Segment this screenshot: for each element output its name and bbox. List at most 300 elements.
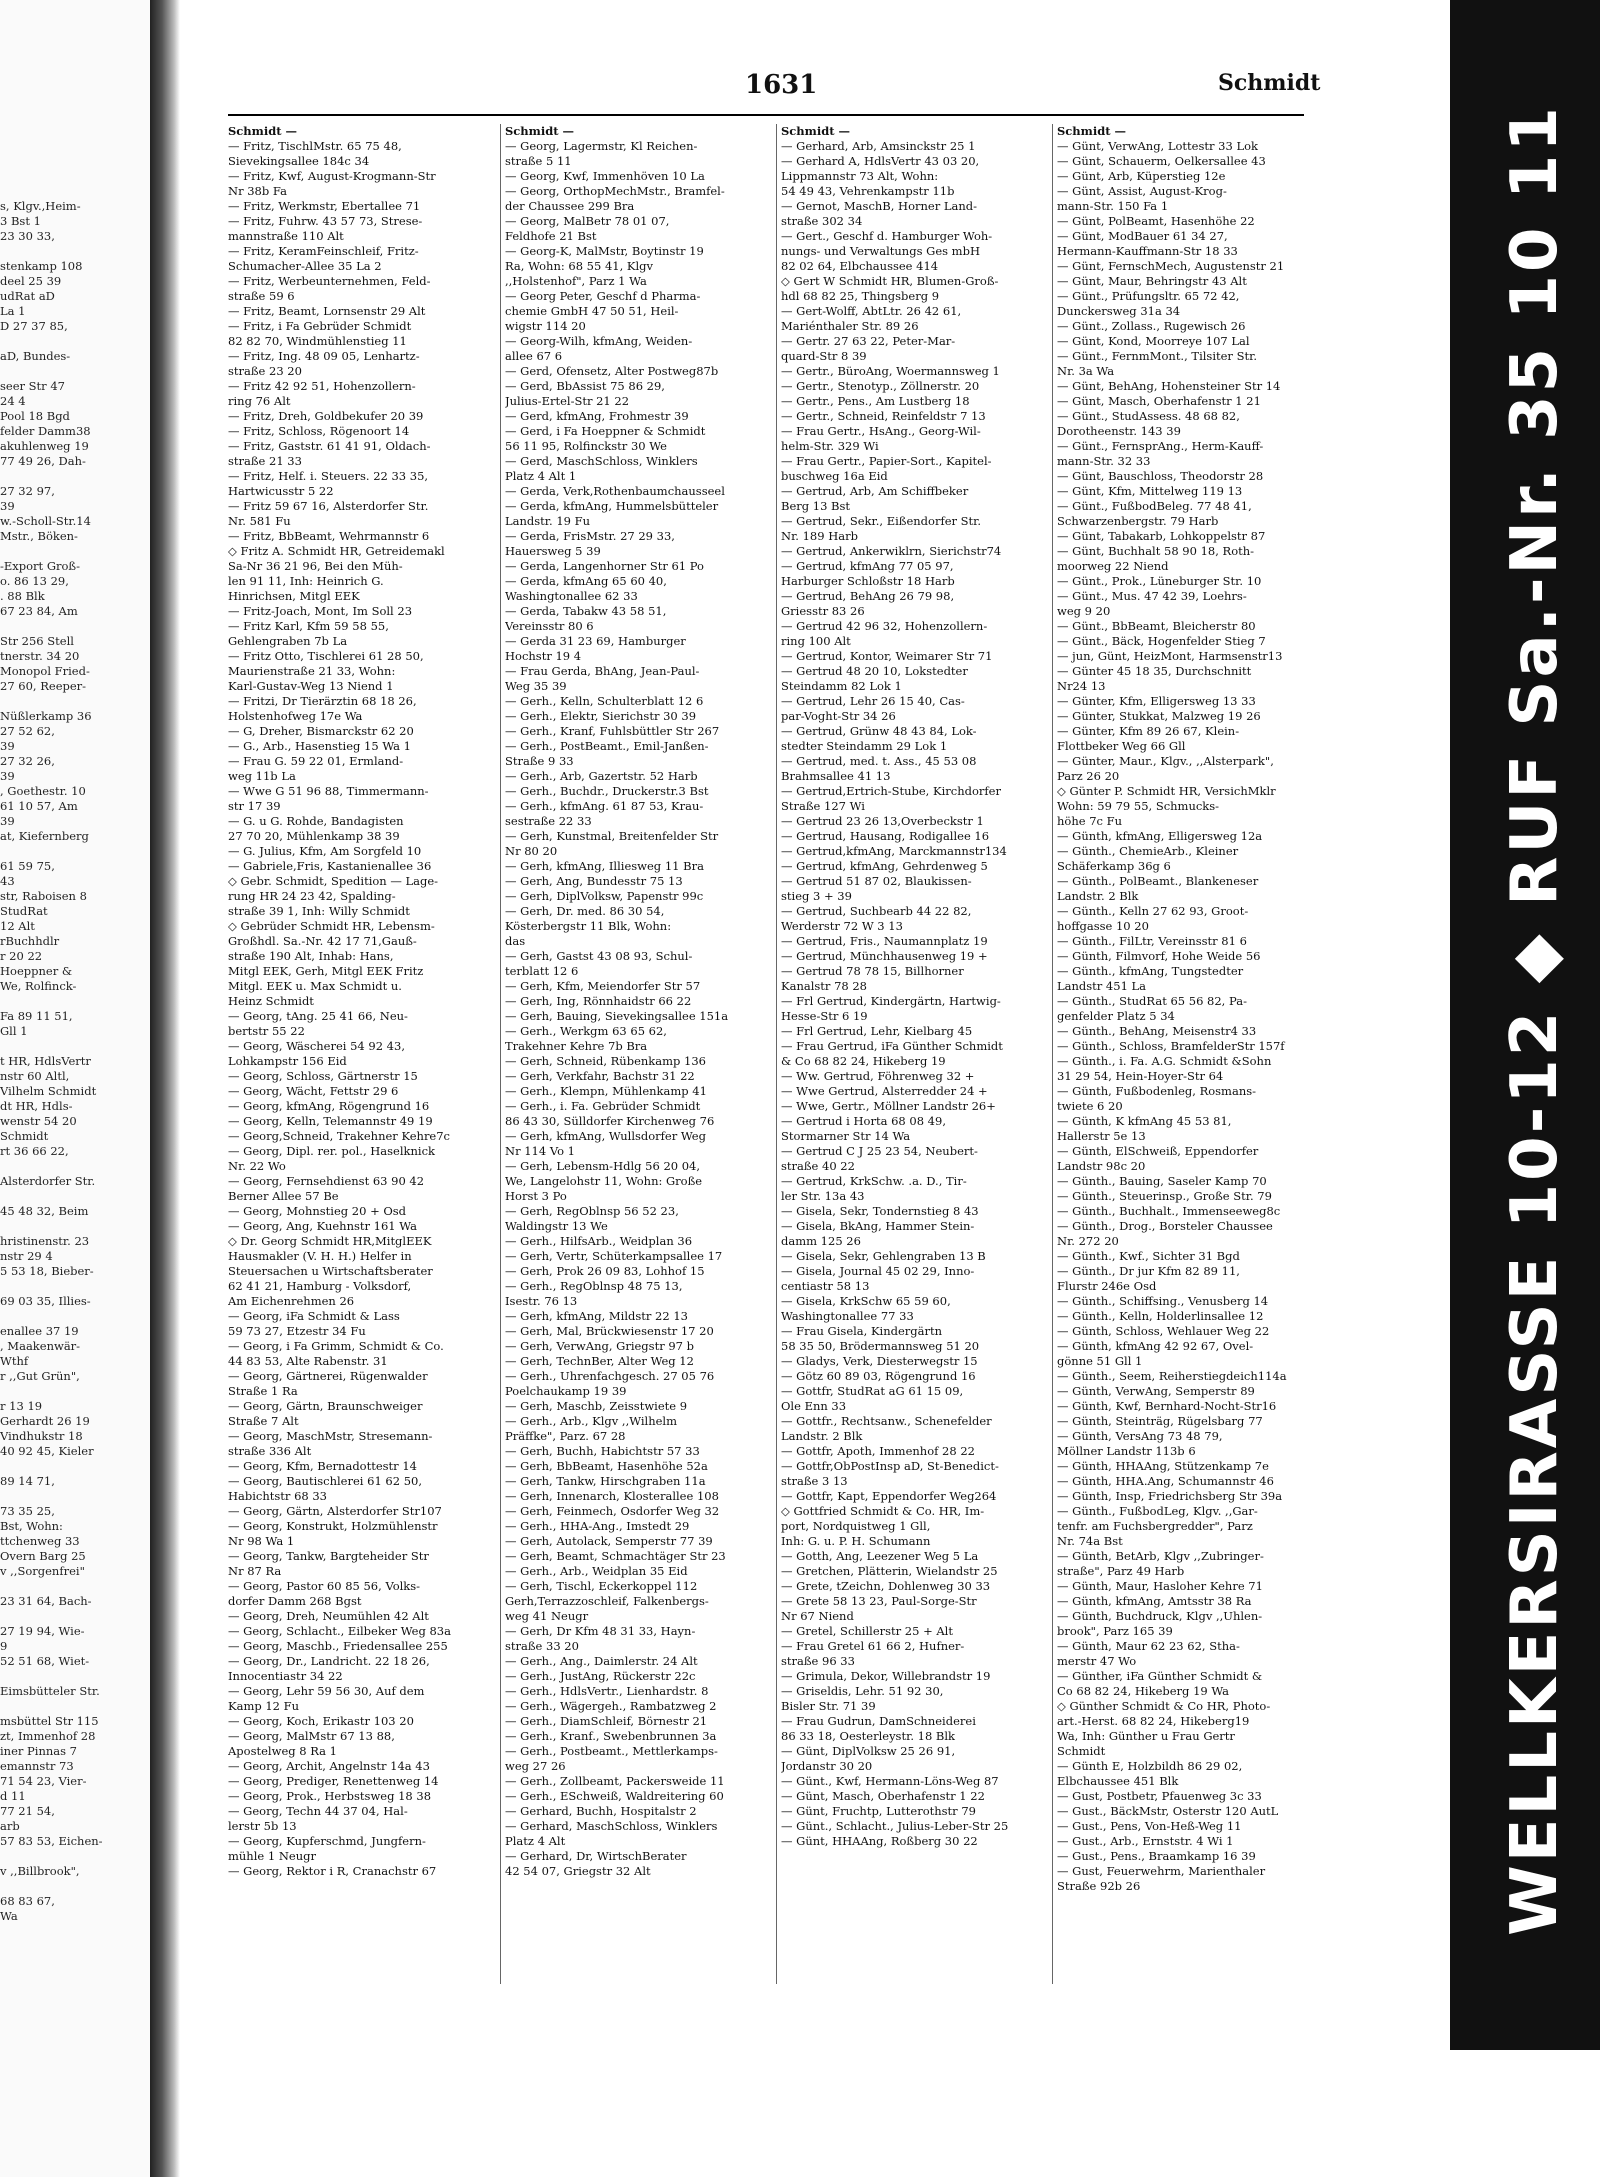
directory-entry-line: — Gerh., Ang., Daimlerstr. 24 Alt	[505, 1654, 698, 1668]
directory-entry-line: Stormarner Str 14 Wa	[781, 1129, 911, 1143]
directory-entry-line: — Gerh, Schneid, Rübenkamp 136	[505, 1054, 706, 1068]
directory-entry-line: — Gisela, Journal 45 02 29, Inno-	[781, 1264, 975, 1278]
directory-entry-line: — Grimula, Dekor, Willebrandstr 19	[781, 1669, 991, 1683]
directory-entry-line: — Gerh, Lebensm-Hdlg 56 20 04,	[505, 1159, 701, 1173]
fragment-line	[0, 694, 150, 709]
fragment-line: Wa	[0, 1909, 18, 1923]
directory-entry-line: Holstenhofweg 17e Wa	[228, 709, 363, 723]
directory-entry-line: Washingtonallee 62 33	[505, 589, 638, 603]
directory-entry-line: Ra, Wohn: 68 55 41, Klgv	[505, 259, 654, 273]
directory-entry-line: — Günth, Kwf, Bernhard-Nocht-Str16	[1057, 1399, 1277, 1413]
directory-entry-line: — Gladys, Verk, Diesterwegstr 15	[781, 1354, 978, 1368]
directory-entry-line: Präffke", Parz. 67 28	[505, 1429, 626, 1443]
directory-entry-line: — Gertrud, Ankerwiklrn, Sierichstr74	[781, 544, 1002, 558]
directory-entry-line: weg 27 26	[505, 1759, 566, 1773]
directory-entry-line: — Gertrud 78 78 15, Billhorner	[781, 964, 964, 978]
directory-column-1	[228, 124, 493, 1879]
directory-entry-line: — Gerhard, Dr, WirtschBerater	[505, 1849, 687, 1863]
directory-entry-line: — Georg, Lehr 59 56 30, Auf dem	[228, 1684, 425, 1698]
fragment-line: udRat aD	[0, 289, 55, 303]
fragment-line	[0, 844, 150, 859]
fragment-line: iner Pinnas 7	[0, 1744, 78, 1758]
directory-entry-line: — Georg, Konstrukt, Holzmühlenstr	[228, 1519, 438, 1533]
fragment-line	[0, 1189, 150, 1204]
directory-entry-line: — Fritz Karl, Kfm 59 58 55,	[228, 619, 389, 633]
directory-entry-line: Großhdl. Sa.-Nr. 42 17 71,Gauß-	[228, 934, 417, 948]
directory-entry-line: — Gerh, Prok 26 09 83, Lohhof 15	[505, 1264, 705, 1278]
directory-entry-line: Lohkampstr 156 Eid	[228, 1054, 347, 1068]
directory-entry-line: — Frau Gisela, Kindergärtn	[781, 1324, 943, 1338]
directory-entry-line: — Fritz, Fuhrw. 43 57 73, Strese-	[228, 214, 423, 228]
fragment-line: tnerstr. 34 20	[0, 649, 80, 663]
directory-entry-line: — Günth, Maur 62 23 62, Stha-	[1057, 1639, 1240, 1653]
directory-entry-line: — Gerhard, MaschSchloss, Winklers	[505, 1819, 718, 1833]
directory-entry-line: Nr. 272 20	[1057, 1234, 1119, 1248]
directory-entry-line: — Gertrud 51 87 02, Blaukissen-	[781, 874, 972, 888]
directory-entry-line: — Günth., Kelln, Holderlinsallee 12	[1057, 1309, 1264, 1323]
directory-entry-line: — Gertrud, BehAng 26 79 98,	[781, 589, 955, 603]
directory-entry-line: — Gerh., Arb, Gazertstr. 52 Harb	[505, 769, 698, 783]
fragment-line: , Maakenwär-	[0, 1339, 81, 1353]
directory-entry-line: ,,Holstenhof", Parz 1 Wa	[505, 274, 647, 288]
directory-entry-line: — Georg, MalBetr 78 01 07,	[505, 214, 670, 228]
column-heading: Schmidt —	[781, 124, 851, 138]
directory-entry-line: — Gerh., HilfsArb., Weidplan 36	[505, 1234, 693, 1248]
directory-entry-line: Berg 13 Bst	[781, 499, 851, 513]
fragment-line: Vilhelm Schmidt	[0, 1084, 97, 1098]
fragment-line: t HR, HdlsVertr	[0, 1054, 91, 1068]
fragment-line: Nüßlerkamp 36	[0, 709, 92, 723]
directory-entry-line: Hausmakler (V. H. H.) Helfer in	[228, 1249, 412, 1263]
fragment-line: Gll 1	[0, 1024, 28, 1038]
directory-entry-line: str 17 39	[228, 799, 281, 813]
directory-entry-line: — Günt, ModBauer 61 34 27,	[1057, 229, 1228, 243]
header-rule	[228, 114, 1304, 116]
directory-entry-line: — Grete 58 13 23, Paul-Sorge-Str	[781, 1594, 977, 1608]
directory-entry-line: — Georg, iFa Schmidt & Lass	[228, 1309, 400, 1323]
fragment-line: 39	[0, 499, 15, 513]
directory-entry-line: quard-Str 8 39	[781, 349, 867, 363]
directory-entry-line: wigstr 114 20	[505, 319, 586, 333]
directory-entry-line: Karl-Gustav-Weg 13 Niend 1	[228, 679, 394, 693]
directory-entry-line: rung HR 24 23 42, Spalding-	[228, 889, 396, 903]
directory-entry-line: — Georg, Kupferschmd, Jungfern-	[228, 1834, 426, 1848]
directory-entry-line: — Frl Gertrud, Lehr, Kielbarg 45	[781, 1024, 973, 1038]
directory-entry-line: — Gottfr, Kapt, Eppendorfer Weg264	[781, 1489, 997, 1503]
fragment-line: 12 Alt	[0, 919, 35, 933]
directory-entry-line: — Gerh, DiplVolksw, Papenstr 99c	[505, 889, 704, 903]
fragment-line: hristinenstr. 23	[0, 1234, 90, 1248]
directory-entry-line: — Gertrud C J 25 23 54, Neubert-	[781, 1144, 978, 1158]
directory-entry-line: brook", Parz 165 39	[1057, 1624, 1173, 1638]
directory-entry-line: — Günth, VersAng 73 48 79,	[1057, 1429, 1223, 1443]
directory-entry-line: Straße 7 Alt	[228, 1414, 299, 1428]
directory-entry-line: — Günt., FußbodBeleg. 77 48 41,	[1057, 499, 1252, 513]
directory-entry-line: — Gerh, Ang, Bundesstr 75 13	[505, 874, 683, 888]
directory-entry-line: Wa, Inh: Günther u Frau Gertr	[1057, 1729, 1235, 1743]
directory-entry-line: — Gerda, Langenhorner Str 61 Po	[505, 559, 704, 573]
directory-entry-line: — Gerhard A, HdlsVertr 43 03 20,	[781, 154, 980, 168]
directory-entry-line: der Chaussee 299 Bra	[505, 199, 635, 213]
fragment-line: w.-Scholl-Str.14	[0, 514, 91, 528]
column-divider	[776, 124, 777, 1984]
directory-entry-line: — Gerda, Verk,Rothenbaumchausseel	[505, 484, 725, 498]
directory-entry-line: — Gertrud 42 96 32, Hohenzollern-	[781, 619, 988, 633]
fragment-line: enallee 37 19	[0, 1324, 79, 1338]
directory-entry-line: — Gerh, Tischl, Eckerkoppel 112	[505, 1579, 698, 1593]
directory-entry-line: — Fritz 42 92 51, Hohenzollern-	[228, 379, 416, 393]
directory-entry-line: Waldingstr 13 We	[505, 1219, 608, 1233]
directory-entry-line: Hesse-Str 6 19	[781, 1009, 868, 1023]
fragment-line	[0, 544, 150, 559]
directory-entry-line: — Gerh, Vertr, Schüterkampsallee 17	[505, 1249, 723, 1263]
directory-entry-line: — Günth, Steinträg, Rügelsbarg 77	[1057, 1414, 1263, 1428]
directory-entry-line: — Günth., i. Fa. A.G. Schmidt &Sohn	[1057, 1054, 1272, 1068]
fragment-line	[0, 1699, 150, 1714]
directory-entry-line: Schäferkamp 36g 6	[1057, 859, 1171, 873]
directory-entry-line: Jordanstr 30 20	[781, 1759, 873, 1773]
directory-entry-line: — Gerh, Autolack, Semperstr 77 39	[505, 1534, 713, 1548]
directory-entry-line: — Günt, FernschMech, Augustenstr 21	[1057, 259, 1285, 273]
directory-entry-line: — Günth., Buchhalt., Immenseeweg8c	[1057, 1204, 1281, 1218]
directory-entry-line: — Gerh., JustAng, Rückerstr 22c	[505, 1669, 696, 1683]
fragment-line: 89 14 71,	[0, 1474, 55, 1488]
directory-entry-line: Straße 9 33	[505, 754, 574, 768]
fragment-line: 69 03 35, Illies-	[0, 1294, 91, 1308]
directory-entry-line: — Gerh., Werkgm 63 65 62,	[505, 1024, 667, 1038]
directory-entry-line: merstr 47 Wo	[1057, 1654, 1137, 1668]
directory-entry-line: — Georg, Techn 44 37 04, Hal-	[228, 1804, 408, 1818]
directory-entry-line: Möllner Landstr 113b 6	[1057, 1444, 1196, 1458]
directory-entry-line: — Gerda, kfmAng 65 60 40,	[505, 574, 667, 588]
directory-entry-line: — Gertr. 27 63 22, Peter-Mar-	[781, 334, 956, 348]
directory-column-2	[505, 124, 770, 1879]
directory-entry-line: — Georg, Kelln, Telemannstr 49 19	[228, 1114, 433, 1128]
directory-entry-line: Habichtstr 68 33	[228, 1489, 327, 1503]
directory-entry-line: — Wwe Gertrud, Alsterredder 24 +	[781, 1084, 988, 1098]
directory-entry-line: — Gerh., Elektr, Sierichstr 30 39	[505, 709, 697, 723]
directory-entry-line: ◇ Günter P. Schmidt HR, VersichMklr	[1057, 784, 1276, 798]
directory-entry-line: — Günth, kfmAng, Elligersweg 12a	[1057, 829, 1263, 843]
directory-entry-line: — Gerda 31 23 69, Hamburger	[505, 634, 686, 648]
fragment-line: Vindhukstr 18	[0, 1429, 83, 1443]
fragment-line: 68 83 67,	[0, 1894, 55, 1908]
directory-entry-line: — Günt., Prok., Lüneburger Str. 10	[1057, 574, 1262, 588]
directory-entry-line: — Gertr., Pens., Am Lustberg 18	[781, 394, 970, 408]
directory-entry-line: straße 40 22	[781, 1159, 855, 1173]
directory-entry-line: 31 29 54, Hein-Hoyer-Str 64	[1057, 1069, 1224, 1083]
directory-entry-line: damm 125 26	[781, 1234, 861, 1248]
directory-entry-line: weg 9 20	[1057, 604, 1111, 618]
directory-entry-line: — Gerd, MaschSchloss, Winklers	[505, 454, 698, 468]
directory-entry-line: — Gottfr,ObPostInsp aD, St-Benedict-	[781, 1459, 999, 1473]
directory-entry-line: — Günt, Schauerm, Oelkersallee 43	[1057, 154, 1266, 168]
directory-entry-line: — Gisela, Sekr, Tondernstieg 8 43	[781, 1204, 979, 1218]
directory-entry-line: Washingtonallee 77 33	[781, 1309, 914, 1323]
directory-entry-line: 42 54 07, Griegstr 32 Alt	[505, 1864, 651, 1878]
directory-entry-line: — Gerh, BbBeamt, Hasenhöhe 52a	[505, 1459, 708, 1473]
directory-entry-line: — Gotth, Ang, Leezener Weg 5 La	[781, 1549, 979, 1563]
fragment-line: Overn Barg 25	[0, 1549, 86, 1563]
directory-entry-line: — Georg, Prediger, Renettenweg 14	[228, 1774, 439, 1788]
directory-entry-line: — Günt, Masch, Oberhafenstr 1 21	[1057, 394, 1261, 408]
directory-entry-line: — Günt, Tabakarb, Lohkoppelstr 87	[1057, 529, 1266, 543]
fragment-line	[0, 1219, 150, 1234]
directory-entry-line: Steindamm 82 Lok 1	[781, 679, 902, 693]
fragment-line: Mstr., Böken-	[0, 529, 78, 543]
directory-entry-line: straße", Parz 49 Harb	[1057, 1564, 1185, 1578]
column-heading: Schmidt —	[505, 124, 575, 138]
fragment-line: wenstr 54 20	[0, 1114, 77, 1128]
directory-entry-line: — Günth., kfmAng, Tungstedter	[1057, 964, 1244, 978]
directory-entry-line: — Gerh., ESchweiß, Waldreitering 60	[505, 1789, 724, 1803]
directory-entry-line: — Gertr., BüroAng, Woermannsweg 1	[781, 364, 1000, 378]
directory-entry-line: — Günt, Bauschloss, Theodorstr 28	[1057, 469, 1264, 483]
directory-entry-line: — Günt, Maur, Behringstr 43 Alt	[1057, 274, 1247, 288]
fragment-line	[0, 184, 150, 199]
directory-entry-line: — Götz 60 89 03, Rögengrund 16	[781, 1369, 976, 1383]
directory-entry-line: — Georg, Mohnstieg 20 + Osd	[228, 1204, 407, 1218]
directory-entry-line: — Günt, Fruchtp, Lutterothstr 79	[781, 1804, 976, 1818]
directory-entry-line: — Fritz, BbBeamt, Wehrmannstr 6	[228, 529, 430, 543]
directory-entry-line: Flottbeker Weg 66 Gll	[1057, 739, 1186, 753]
directory-entry-line: Brahmsallee 41 13	[781, 769, 891, 783]
fragment-line: 77 49 26, Dah-	[0, 454, 86, 468]
directory-entry-line: Bisler Str. 71 39	[781, 1699, 876, 1713]
directory-entry-line: — Günth., PolBeamt., Blankeneser	[1057, 874, 1259, 888]
fragment-line	[0, 1039, 150, 1054]
directory-entry-line: — Gust., Pens, Von-Heß-Weg 11	[1057, 1819, 1242, 1833]
fragment-line: 43	[0, 874, 15, 888]
directory-entry-line: Nr24 13	[1057, 679, 1106, 693]
directory-entry-line: — Frl Gertrud, Kindergärtn, Hartwig-	[781, 994, 1001, 1008]
directory-entry-line: stieg 3 + 39	[781, 889, 852, 903]
directory-entry-line: — Gerh, kfmAng, Illiesweg 11 Bra	[505, 859, 704, 873]
directory-entry-line: — Günth, BetArb, Klgv ,,Zubringer-	[1057, 1549, 1264, 1563]
directory-entry-line: Nr 38b Fa	[228, 184, 287, 198]
directory-entry-line: — Frau Gerda, BhAng, Jean-Paul-	[505, 664, 700, 678]
directory-entry-line: lerstr 5b 13	[228, 1819, 297, 1833]
directory-entry-line: — Gertrud i Horta 68 08 49,	[781, 1114, 946, 1128]
directory-entry-line: 58 35 50, Brödermannsweg 51 20	[781, 1339, 980, 1353]
directory-entry-line: — Günth., StudRat 65 56 82, Pa-	[1057, 994, 1247, 1008]
directory-entry-line: — Günth., ChemieArb., Kleiner	[1057, 844, 1239, 858]
fragment-line: 61 59 75,	[0, 859, 55, 873]
directory-entry-line: gönne 51 Gll 1	[1057, 1354, 1143, 1368]
directory-entry-line: — Günt, Arb, Küperstieg 12e	[1057, 169, 1226, 183]
directory-entry-line: — Georg, MalMstr 67 13 88,	[228, 1729, 395, 1743]
directory-entry-line: — Gertrud, kfmAng 77 05 97,	[781, 559, 954, 573]
directory-entry-line: — Gerh, Tankw, Hirschgraben 11a	[505, 1474, 706, 1488]
directory-entry-line: — Gabriele,Fris, Kastanienallee 36	[228, 859, 432, 873]
fragment-line: . 88 Blk	[0, 589, 45, 603]
directory-entry-line: — Günt., FernmMont., Tilsiter Str.	[1057, 349, 1257, 363]
directory-entry-line: Horst 3 Po	[505, 1189, 567, 1203]
directory-entry-line: Mitgl EEK, Gerh, Mitgl EEK Fritz	[228, 964, 424, 978]
fragment-line: seer Str 47	[0, 379, 65, 393]
fragment-line: Wthf	[0, 1354, 29, 1368]
directory-entry-line: 82 02 64, Elbchaussee 414	[781, 259, 939, 273]
directory-entry-line: Kamp 12 Fu	[228, 1699, 300, 1713]
directory-entry-line: — Gertrud, Münchhausenweg 19 +	[781, 949, 988, 963]
fragment-line: v ,,Billbrook",	[0, 1864, 80, 1878]
directory-entry-line: — Gerh, Mal, Brückwiesenstr 17 20	[505, 1324, 714, 1338]
directory-entry-line: 54 49 43, Vehrenkampstr 11b	[781, 184, 955, 198]
directory-entry-line: Gehlengraben 7b La	[228, 634, 348, 648]
fragment-line: 3 Bst 1	[0, 214, 41, 228]
directory-entry-line: — Günth, Buchdruck, Klgv ,,Uhlen-	[1057, 1609, 1263, 1623]
directory-entry-line: — Günth., Drog., Borsteler Chaussee	[1057, 1219, 1273, 1233]
directory-entry-line: — Georg, Schlacht., Eilbeker Weg 83a	[228, 1624, 451, 1638]
directory-entry-line: — Gust., Pens., Braamkamp 16 39	[1057, 1849, 1256, 1863]
directory-entry-line: — Günt., Mus. 47 42 39, Loehrs-	[1057, 589, 1247, 603]
fragment-line: dt HR, Hdls-	[0, 1099, 73, 1113]
directory-entry-line: — Günth, Filmvorf, Hohe Weide 56	[1057, 949, 1261, 963]
directory-entry-line: — Georg, Archit, Angelnstr 14a 43	[228, 1759, 430, 1773]
directory-entry-line: — Günth, Schloss, Wehlauer Weg 22	[1057, 1324, 1270, 1338]
directory-entry-line: 82 82 70, Windmühlenstieg 11	[228, 334, 407, 348]
directory-entry-line: — Gerh., Kelln, Schulterblatt 12 6	[505, 694, 704, 708]
directory-entry-line: — Günt., Zollass., Rugewisch 26	[1057, 319, 1246, 333]
directory-entry-line: Mariénthaler Str. 89 26	[781, 319, 919, 333]
directory-entry-line: — Günt., Bäck, Hogenfelder Stieg 7	[1057, 634, 1266, 648]
directory-entry-line: Dorotheenstr. 143 39	[1057, 424, 1181, 438]
directory-entry-line: hdl 68 82 25, Thingsberg 9	[781, 289, 940, 303]
directory-entry-line: — Gerh., HdlsVertr., Lienhardstr. 8	[505, 1684, 709, 1698]
directory-entry-line: — Georg, Dreh, Neumühlen 42 Alt	[228, 1609, 429, 1623]
fragment-line: 5 53 18, Bieber-	[0, 1264, 94, 1278]
directory-entry-line: stedter Steindamm 29 Lok 1	[781, 739, 948, 753]
directory-entry-line: — Fritz, Ing. 48 09 05, Lenhartz-	[228, 349, 420, 363]
directory-entry-line: — Gerh, Bauing, Sievekingsallee 151a	[505, 1009, 729, 1023]
directory-entry-line: moorweg 22 Niend	[1057, 559, 1169, 573]
directory-entry-line: — Gretchen, Plätterin, Wielandstr 25	[781, 1564, 998, 1578]
fragment-line: r 20 22	[0, 949, 43, 963]
column-heading: Schmidt —	[228, 124, 298, 138]
directory-entry-line: — Günth, kfmAng 42 92 67, Ovel-	[1057, 1339, 1254, 1353]
directory-entry-line: — Gertrud 48 20 10, Lokstedter	[781, 664, 968, 678]
directory-entry-line: — Georg, Rektor i R, Cranachstr 67	[228, 1864, 437, 1878]
fragment-line	[0, 1459, 150, 1474]
directory-entry-line: — Gertr., Stenotyp., Zöllnerstr. 20	[781, 379, 980, 393]
directory-entry-line: Landstr 98c 20	[1057, 1159, 1146, 1173]
directory-entry-line: — Georg-Wilh, kfmAng, Weiden-	[505, 334, 693, 348]
directory-entry-line: — Gerd, i Fa Hoeppner & Schmidt	[505, 424, 706, 438]
directory-entry-line: Kösterbergstr 11 Blk, Wohn:	[505, 919, 672, 933]
directory-entry-line: — Georg, Wäscherei 54 92 43,	[228, 1039, 405, 1053]
directory-entry-line: — Gerda, Tabakw 43 58 51,	[505, 604, 667, 618]
directory-entry-line: Straße 127 Wi	[781, 799, 865, 813]
directory-entry-line: twiete 6 20	[1057, 1099, 1123, 1113]
directory-entry-line: — Günth, Fußbodenleg, Rosmans-	[1057, 1084, 1257, 1098]
directory-entry-line: — Gerh., kfmAng. 61 87 53, Krau-	[505, 799, 704, 813]
directory-entry-line: Steuersachen u Wirtschaftsberater	[228, 1264, 433, 1278]
left-fragment-column	[0, 124, 150, 1924]
fragment-line: D 27 37 85,	[0, 319, 68, 333]
fragment-line: r 13 19	[0, 1399, 43, 1413]
directory-entry-line: straße 33 20	[505, 1639, 579, 1653]
directory-entry-line: — Georg, Gärtnerei, Rügenwalder	[228, 1369, 428, 1383]
directory-entry-line: — Gerh., DiamSchleif, Börnestr 21	[505, 1714, 708, 1728]
directory-entry-line: — Günth., Steuerinsp., Große Str. 79	[1057, 1189, 1272, 1203]
fragment-line: zt, Immenhof 28	[0, 1729, 96, 1743]
page-number: 1631	[745, 70, 818, 100]
directory-entry-line: — Gernot, MaschB, Horner Land-	[781, 199, 978, 213]
directory-entry-line: — Griseldis, Lehr. 51 92 30,	[781, 1684, 944, 1698]
directory-entry-line: Co 68 82 24, Hikeberg 19 Wa	[1057, 1684, 1230, 1698]
directory-entry-line: — Günth E, Holzbildh 86 29 02,	[1057, 1759, 1243, 1773]
directory-entry-line: ◇ Gebrüder Schmidt HR, Lebensm-	[228, 919, 435, 933]
directory-entry-line: — Günt., BbBeamt, Bleicherstr 80	[1057, 619, 1256, 633]
directory-entry-line: centiastr 58 13	[781, 1279, 870, 1293]
directory-entry-line: — Georg, i Fa Grimm, Schmidt & Co.	[228, 1339, 444, 1353]
directory-entry-line: — Günt, VerwAng, Lottestr 33 Lok	[1057, 139, 1258, 153]
fragment-line	[0, 1159, 150, 1174]
directory-entry-line: straße 3 13	[781, 1474, 848, 1488]
directory-entry-line: — Gerh, Buchh, Habichtstr 57 33	[505, 1444, 700, 1458]
directory-entry-line: — Fritz, Werbeunternehmen, Feld-	[228, 274, 431, 288]
directory-entry-line: — Fritz, Dreh, Goldbekufer 20 39	[228, 409, 424, 423]
fragment-line: deel 25 39	[0, 274, 62, 288]
fragment-line: emannstr 73	[0, 1759, 74, 1773]
directory-entry-line: straße 336 Alt	[228, 1444, 312, 1458]
directory-entry-line: buschweg 16a Eid	[781, 469, 888, 483]
directory-entry-line: Apostelweg 8 Ra 1	[228, 1744, 337, 1758]
fragment-line: , Goethestr. 10	[0, 784, 86, 798]
directory-entry-line: mann-Str. 32 33	[1057, 454, 1151, 468]
directory-entry-line: — Gertrud, med. t. Ass., 45 53 08	[781, 754, 977, 768]
directory-entry-line: — Gerda, FrisMstr. 27 29 33,	[505, 529, 675, 543]
directory-entry-line: Nr 98 Wa 1	[228, 1534, 295, 1548]
fragment-line: nstr 60 Altl,	[0, 1069, 70, 1083]
directory-entry-line: hoffgasse 10 20	[1057, 919, 1149, 933]
fragment-line: 27 60, Reeper-	[0, 679, 87, 693]
directory-entry-line: — Günth, K kfmAng 45 53 81,	[1057, 1114, 1232, 1128]
directory-entry-line: — Gerh., i. Fa. Gebrüder Schmidt	[505, 1099, 701, 1113]
directory-entry-line: ring 76 Alt	[228, 394, 291, 408]
directory-entry-line: Nr 67 Niend	[781, 1609, 854, 1623]
fragment-line: 27 32 26,	[0, 754, 55, 768]
directory-entry-line: — Wwe, Gertr., Möllner Landstr 26+	[781, 1099, 996, 1113]
directory-entry-line: tenfr. am Fuchsbergredder", Parz	[1057, 1519, 1253, 1533]
directory-entry-line: — Georg, kfmAng, Rögengrund 16	[228, 1099, 430, 1113]
advertisement-text: WELLKERSIRASSE 10-12 ◆ RUF Sa.-Nr. 35 10 11	[1498, 104, 1572, 1936]
directory-entry-line: Elbchaussee 451 Blk	[1057, 1774, 1179, 1788]
directory-entry-line: — Georg, Maschb., Friedensallee 255	[228, 1639, 448, 1653]
directory-entry-line: — Gerh., Arb., Klgv ,,Wilhelm	[505, 1414, 678, 1428]
directory-entry-line: — Georg, Tankw, Bargteheider Str	[228, 1549, 429, 1563]
directory-entry-line: Hallerstr 5e 13	[1057, 1129, 1146, 1143]
directory-entry-line: straße 39 1, Inh: Willy Schmidt	[228, 904, 410, 918]
directory-entry-line: nungs- und Verwaltungs Ges mbH	[781, 244, 980, 258]
directory-entry-line: Inh: G. u. P. H. Schumann	[781, 1534, 931, 1548]
directory-entry-line: — Günth., FußbodLeg, Klgv. ,,Gar-	[1057, 1504, 1258, 1518]
directory-entry-line: Nr 87 Ra	[228, 1564, 282, 1578]
directory-entry-line: — Frau Gudrun, DamSchneiderei	[781, 1714, 976, 1728]
fragment-line: Fa 89 11 51,	[0, 1009, 73, 1023]
directory-entry-line: — Günth., FilLtr, Vereinsstr 81 6	[1057, 934, 1247, 948]
directory-entry-line: Griesstr 83 26	[781, 604, 865, 618]
directory-entry-line: — G, Dreher, Bismarckstr 62 20	[228, 724, 414, 738]
directory-entry-line: — Gert-Wolff, AbtLtr. 26 42 61,	[781, 304, 962, 318]
directory-entry-line: 62 41 21, Hamburg - Volksdorf,	[228, 1279, 412, 1293]
directory-entry-line: terblatt 12 6	[505, 964, 579, 978]
directory-entry-line: port, Nordquistweg 1 Gll,	[781, 1519, 931, 1533]
directory-entry-line: 44 83 53, Alte Rabenstr. 31	[228, 1354, 388, 1368]
running-head: Schmidt	[1218, 70, 1321, 96]
fragment-line: d 11	[0, 1789, 26, 1803]
directory-entry-line: — Günter, Kfm 89 26 67, Klein-	[1057, 724, 1240, 738]
